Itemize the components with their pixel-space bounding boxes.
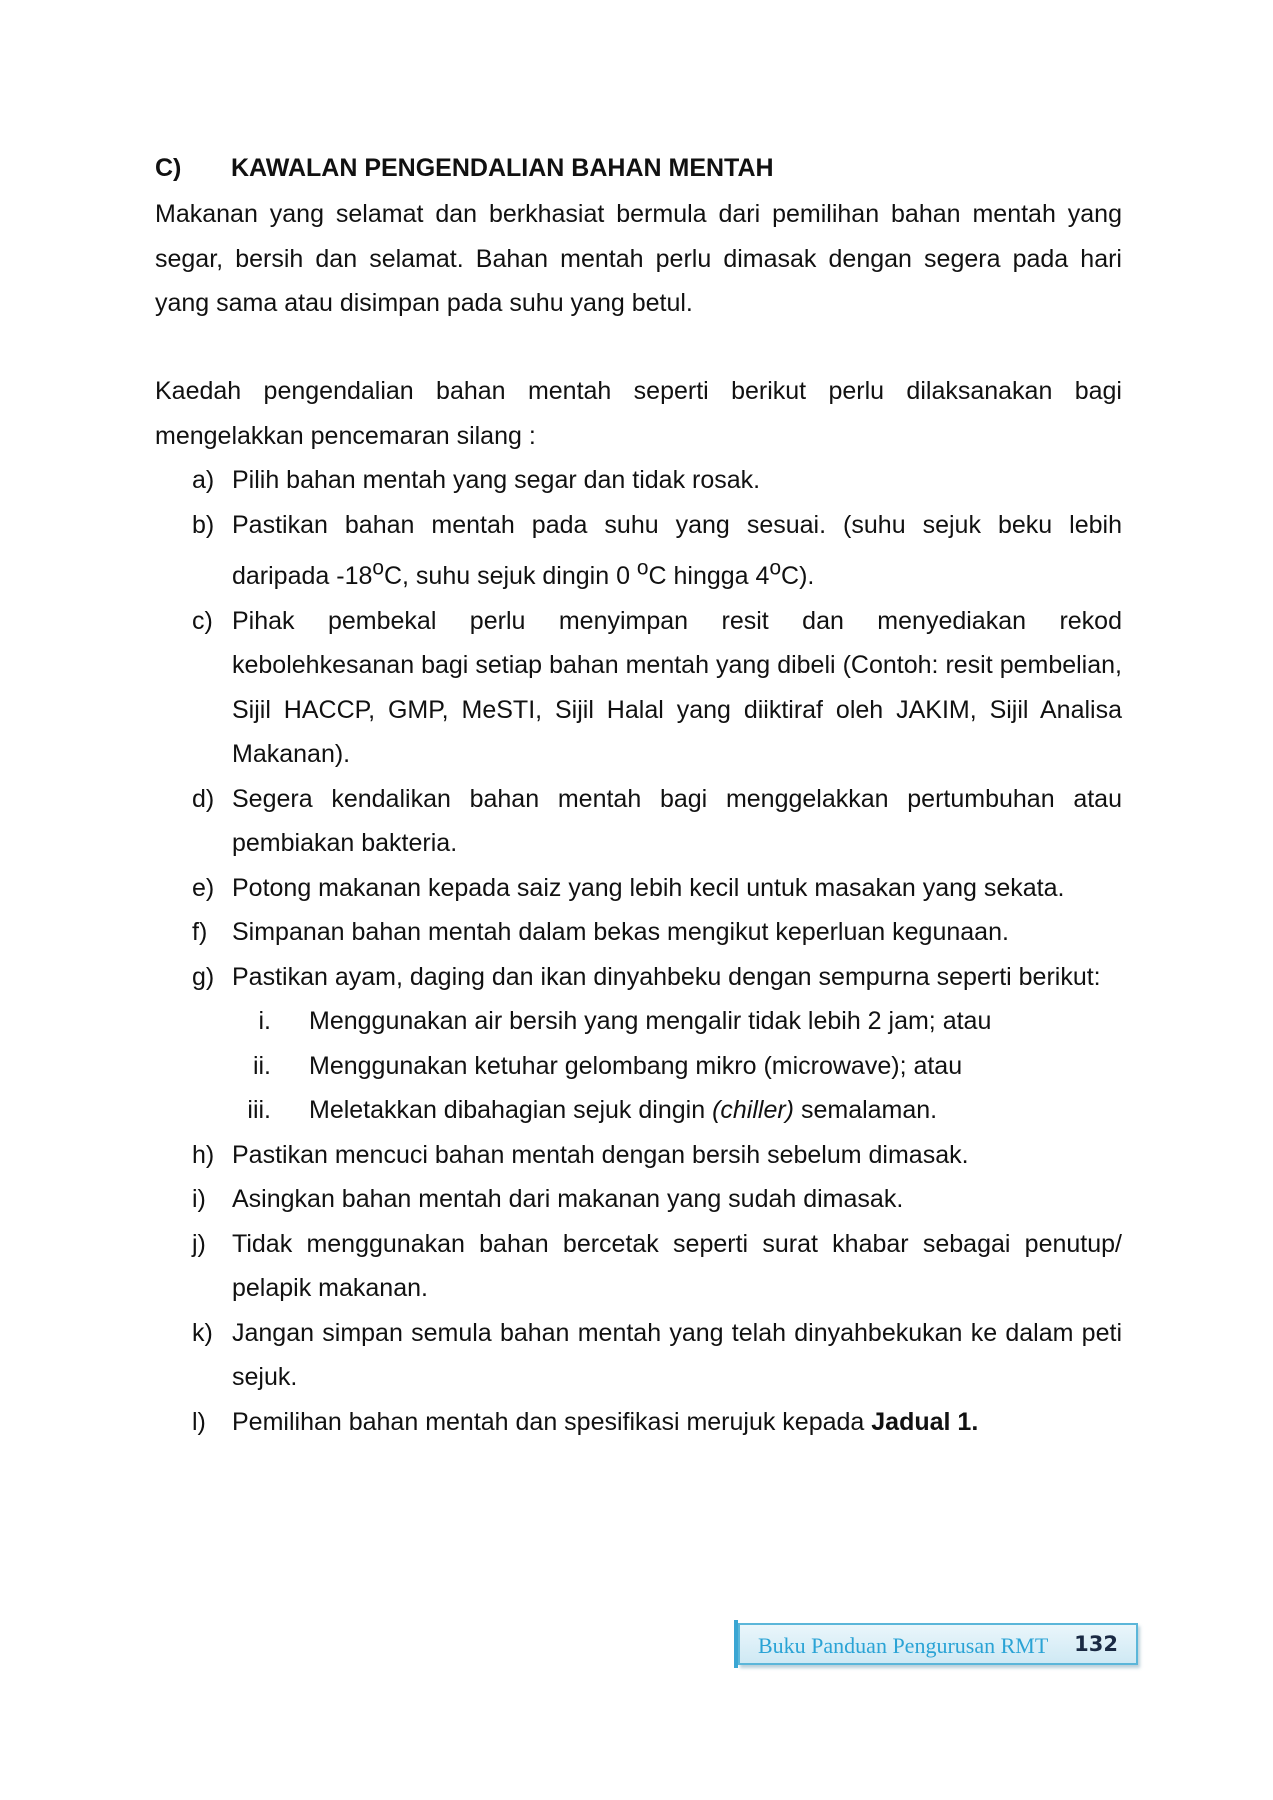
method-paragraph: Kaedah pengendalian bahan mentah seperti berikut perlu dilaksanakan bagi mengelakkan pencemaran silang : (155, 377, 1122, 450)
list-text: Pastikan mencuci bahan mentah dengan bersih sebelum dimasak. (232, 1140, 969, 1169)
sub-text: Menggunakan ketuhar gelombang mikro (microwave); atau (309, 1051, 963, 1080)
list-label: d) (192, 784, 215, 813)
list-text: Simpanan bahan mentah dalam bekas mengikut keperluan kegunaan. (232, 918, 1009, 947)
list-item-c (155, 599, 1122, 777)
list-text: Pastikan ayam, daging dan ikan dinyahbeku dengan sempurna seperti berikut: (232, 962, 1101, 991)
list-text: Pemilihan bahan mentah dan spesifikasi merujuk kepada Jadual 1. (232, 1407, 979, 1436)
list-text: Potong makanan kepada saiz yang lebih kecil untuk masakan yang sekata. (232, 873, 1065, 902)
list-label: c) (192, 606, 213, 635)
list-item-f (155, 910, 1122, 955)
list-text: Pastikan bahan mentah pada suhu yang sesuai. (suhu sejuk beku lebih daripada -18$^o$C, suhu sejuk dingin 0 $^o$C hingga 4$^o$C). (232, 510, 1122, 591)
list-label: a) (192, 466, 215, 494)
list-label: b) (192, 510, 215, 539)
list-label: e) (192, 873, 215, 902)
list-label: f) (192, 918, 208, 947)
sub-label: iii. (247, 1096, 271, 1125)
footer-title: Buku Panduan Pengurusan RMT (758, 1633, 1049, 1658)
list-label: k) (192, 1318, 213, 1347)
list-label: j) (192, 1229, 206, 1258)
section-heading (155, 154, 774, 183)
list-item-k (155, 1311, 1122, 1400)
sub-item-i (155, 999, 1122, 1044)
list-item-a (155, 458, 1122, 503)
list-label: i) (192, 1185, 206, 1214)
list-text: Pihak pembekal perlu menyimpan resit dan menyediakan rekod kebolehkesanan bagi setiap bahan mentah yang dibeli (Contoh: resit pembelian, Sijil HACCP, GMP, MeSTI, Sijil Halal yang diiktiraf oleh JAKIM, Sijil Analisa Makanan). (232, 606, 1122, 769)
list-item-l (155, 1400, 1122, 1445)
list-label: l) (192, 1407, 206, 1436)
list-item-b (155, 503, 1122, 599)
list-item-h (155, 1133, 1122, 1178)
list-text: Asingkan bahan mentah dari makanan yang sudah dimasak. (232, 1185, 904, 1214)
page-footer (734, 1620, 1138, 1668)
sub-item-ii (155, 1044, 1122, 1089)
sub-text: Meletakkan dibahagian sejuk dingin (chiller) semalaman. (309, 1096, 938, 1125)
intro-paragraph: Makanan yang selamat dan berkhasiat bermula dari pemilihan bahan mentah yang segar, bersih dan selamat. Bahan mentah perlu dimasak dengan segera pada hari yang sama atau disimpan pada suhu yang betul. (155, 200, 1122, 317)
sub-text: Menggunakan air bersih yang mengalir tidak lebih 2 jam; atau (309, 1007, 992, 1036)
list-label: g) (192, 962, 215, 991)
section-title: KAWALAN PENGENDALIAN BAHAN MENTAH (231, 154, 774, 182)
list-text: Jangan simpan semula bahan mentah yang telah dinyahbekukan ke dalam peti sejuk. (232, 1318, 1122, 1392)
list-item-e (155, 866, 1122, 911)
list-item-g (155, 955, 1122, 1000)
list-label: h) (192, 1140, 215, 1169)
footer-accent-bar (734, 1620, 738, 1668)
sub-item-iii (155, 1088, 1122, 1133)
list-item-d (155, 777, 1122, 866)
list-text: Tidak menggunakan bahan bercetak seperti surat khabar sebagai penutup/ pelapik makanan. (232, 1229, 1122, 1303)
handling-list (155, 458, 1122, 1444)
sub-label: i. (258, 1007, 271, 1036)
section-label: C) (155, 154, 182, 182)
page-number: 132 (1074, 1632, 1118, 1656)
footer-banner (738, 1623, 1138, 1665)
list-text: Segera kendalikan bahan mentah bagi menggelakkan pertumbuhan atau pembiakan bakteria. (232, 784, 1122, 858)
sub-label: ii. (252, 1051, 271, 1080)
list-item-j (155, 1222, 1122, 1311)
list-item-i (155, 1177, 1122, 1222)
list-text: Pilih bahan mentah yang segar dan tidak rosak. (232, 466, 761, 494)
